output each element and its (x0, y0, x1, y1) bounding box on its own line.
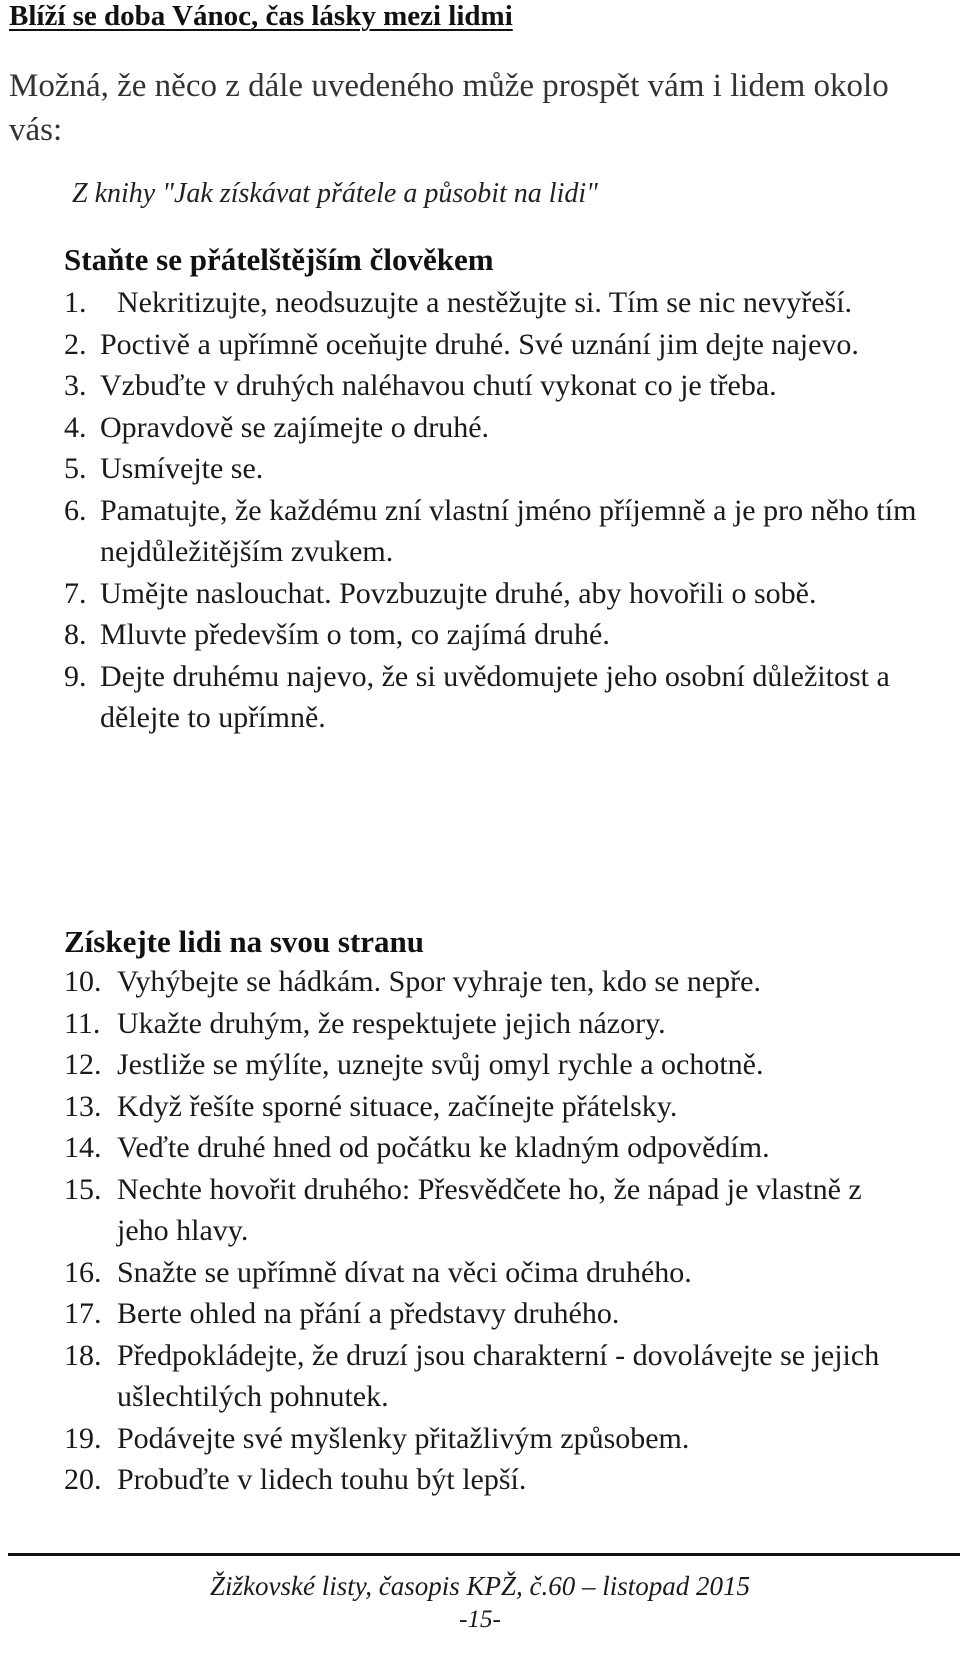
item-text: Dejte druhému najevo, že si uvědomujete jeho osobní důležitost a dělejte to upřímně. (100, 659, 890, 734)
list-item (0, 1044, 940, 1086)
publication-info: Žižkovské listy, časopis KPŽ, č.60 – listopad 2015 (210, 1571, 750, 1601)
item-text: Vyhýbejte se hádkám. Spor vyhraje ten, kdo se nepře. (117, 965, 761, 998)
item-text: Nekritizujte, neodsuzujte a nestěžujte si. Tím se nic nevyřeší. (117, 286, 853, 319)
item-text: Vzbuďte v druhých naléhavou chutí vykonat co je třeba. (100, 369, 777, 402)
list-item (0, 365, 940, 407)
list-item (0, 656, 940, 739)
list-item (0, 573, 940, 615)
item-number: 19. (64, 1421, 102, 1455)
item-text: Poctivě a upřímně oceňujte druhé. Své uznání jim dejte najevo. (100, 327, 859, 361)
item-number: 2. (64, 327, 87, 361)
item-text: Probuďte v lidech touhu být lepší. (117, 1463, 527, 1496)
article-intro: Možná, že něco z dále uvedeného může prospět vám i lidem okolo vás: (9, 68, 889, 148)
item-number: 16. (64, 1255, 102, 1289)
list-item (0, 1127, 940, 1169)
item-number: 4. (64, 410, 87, 444)
item-text: Ukažte druhým, že respektujete jejich názory. (117, 1006, 666, 1040)
item-text: Jestliže se mýlíte, uznejte svůj omyl rychle a ochotně. (117, 1048, 764, 1081)
item-text: Snažte se upřímně dívat na věci očima druhého. (117, 1255, 692, 1289)
page-number: -15- (459, 1606, 501, 1633)
item-number: 10. (64, 965, 102, 998)
advice-list-friendlier (0, 282, 940, 739)
article-title: Blíží se doba Vánoc, čas lásky mezi lidmi (9, 0, 513, 32)
section-heading-friendlier: Staňte se přátelštějším člověkem (64, 242, 494, 277)
item-text: Opravdově se zajímejte o druhé. (100, 410, 490, 444)
item-text: Veďte druhé hned od počátku ke kladným odpovědím. (117, 1131, 770, 1164)
item-number: 12. (64, 1048, 102, 1081)
item-text: Mluvte především o tom, co zajímá druhé. (100, 618, 610, 651)
list-item (0, 1169, 940, 1252)
item-text: Umějte naslouchat. Povzbuzujte druhé, aby hovořili o sobě. (100, 576, 817, 610)
item-number: 14. (64, 1131, 102, 1164)
item-number: 9. (64, 659, 87, 693)
item-number: 15. (64, 1172, 102, 1206)
list-item (0, 1418, 940, 1460)
list-item (0, 1003, 940, 1045)
list-item (0, 490, 940, 573)
section-heading-win-people: Získejte lidi na svou stranu (64, 924, 425, 959)
list-item (0, 614, 940, 656)
list-item (0, 407, 940, 449)
item-number: 5. (64, 452, 87, 485)
item-number: 17. (64, 1297, 102, 1330)
item-text: Berte ohled na přání a představy druhého. (117, 1297, 620, 1330)
item-number: 13. (64, 1089, 102, 1123)
list-item (0, 282, 940, 324)
item-text: Usmívejte se. (100, 452, 264, 485)
item-number: 7. (64, 576, 87, 610)
item-text: Podávejte své myšlenky přitažlivým způsobem. (117, 1421, 690, 1455)
item-text: Pamatujte, že každému zní vlastní jméno příjemně a je pro něho tím nejdůležitějším zvukem. (100, 493, 917, 568)
list-item (0, 448, 940, 490)
item-text: Nechte hovořit druhého: Přesvědčete ho, že nápad je vlastně z jeho hlavy. (117, 1172, 862, 1247)
item-number: 3. (64, 369, 87, 402)
list-item (0, 1086, 940, 1128)
item-text: Když řešíte sporné situace, začínejte přátelsky. (117, 1089, 678, 1123)
page-footer (0, 1568, 960, 1636)
item-number: 6. (64, 493, 87, 527)
list-item (0, 1335, 940, 1418)
list-item (0, 324, 940, 366)
item-number: 18. (64, 1338, 102, 1372)
footer-divider (8, 1553, 960, 1556)
list-item (0, 1293, 940, 1335)
list-item (0, 1252, 940, 1294)
item-number: 8. (64, 618, 87, 651)
item-number: 11. (64, 1006, 101, 1040)
list-item (0, 961, 940, 1003)
source-citation: Z knihy "Jak získávat přátele a působit na lidi" (72, 178, 598, 209)
list-item (0, 1459, 940, 1501)
advice-list-win-people (0, 961, 940, 1501)
item-text: Předpokládejte, že druzí jsou charakterní - dovolávejte se jejich ušlechtilých pohnutek. (117, 1338, 880, 1413)
item-number: 1. (64, 286, 87, 319)
item-number: 20. (64, 1463, 102, 1496)
